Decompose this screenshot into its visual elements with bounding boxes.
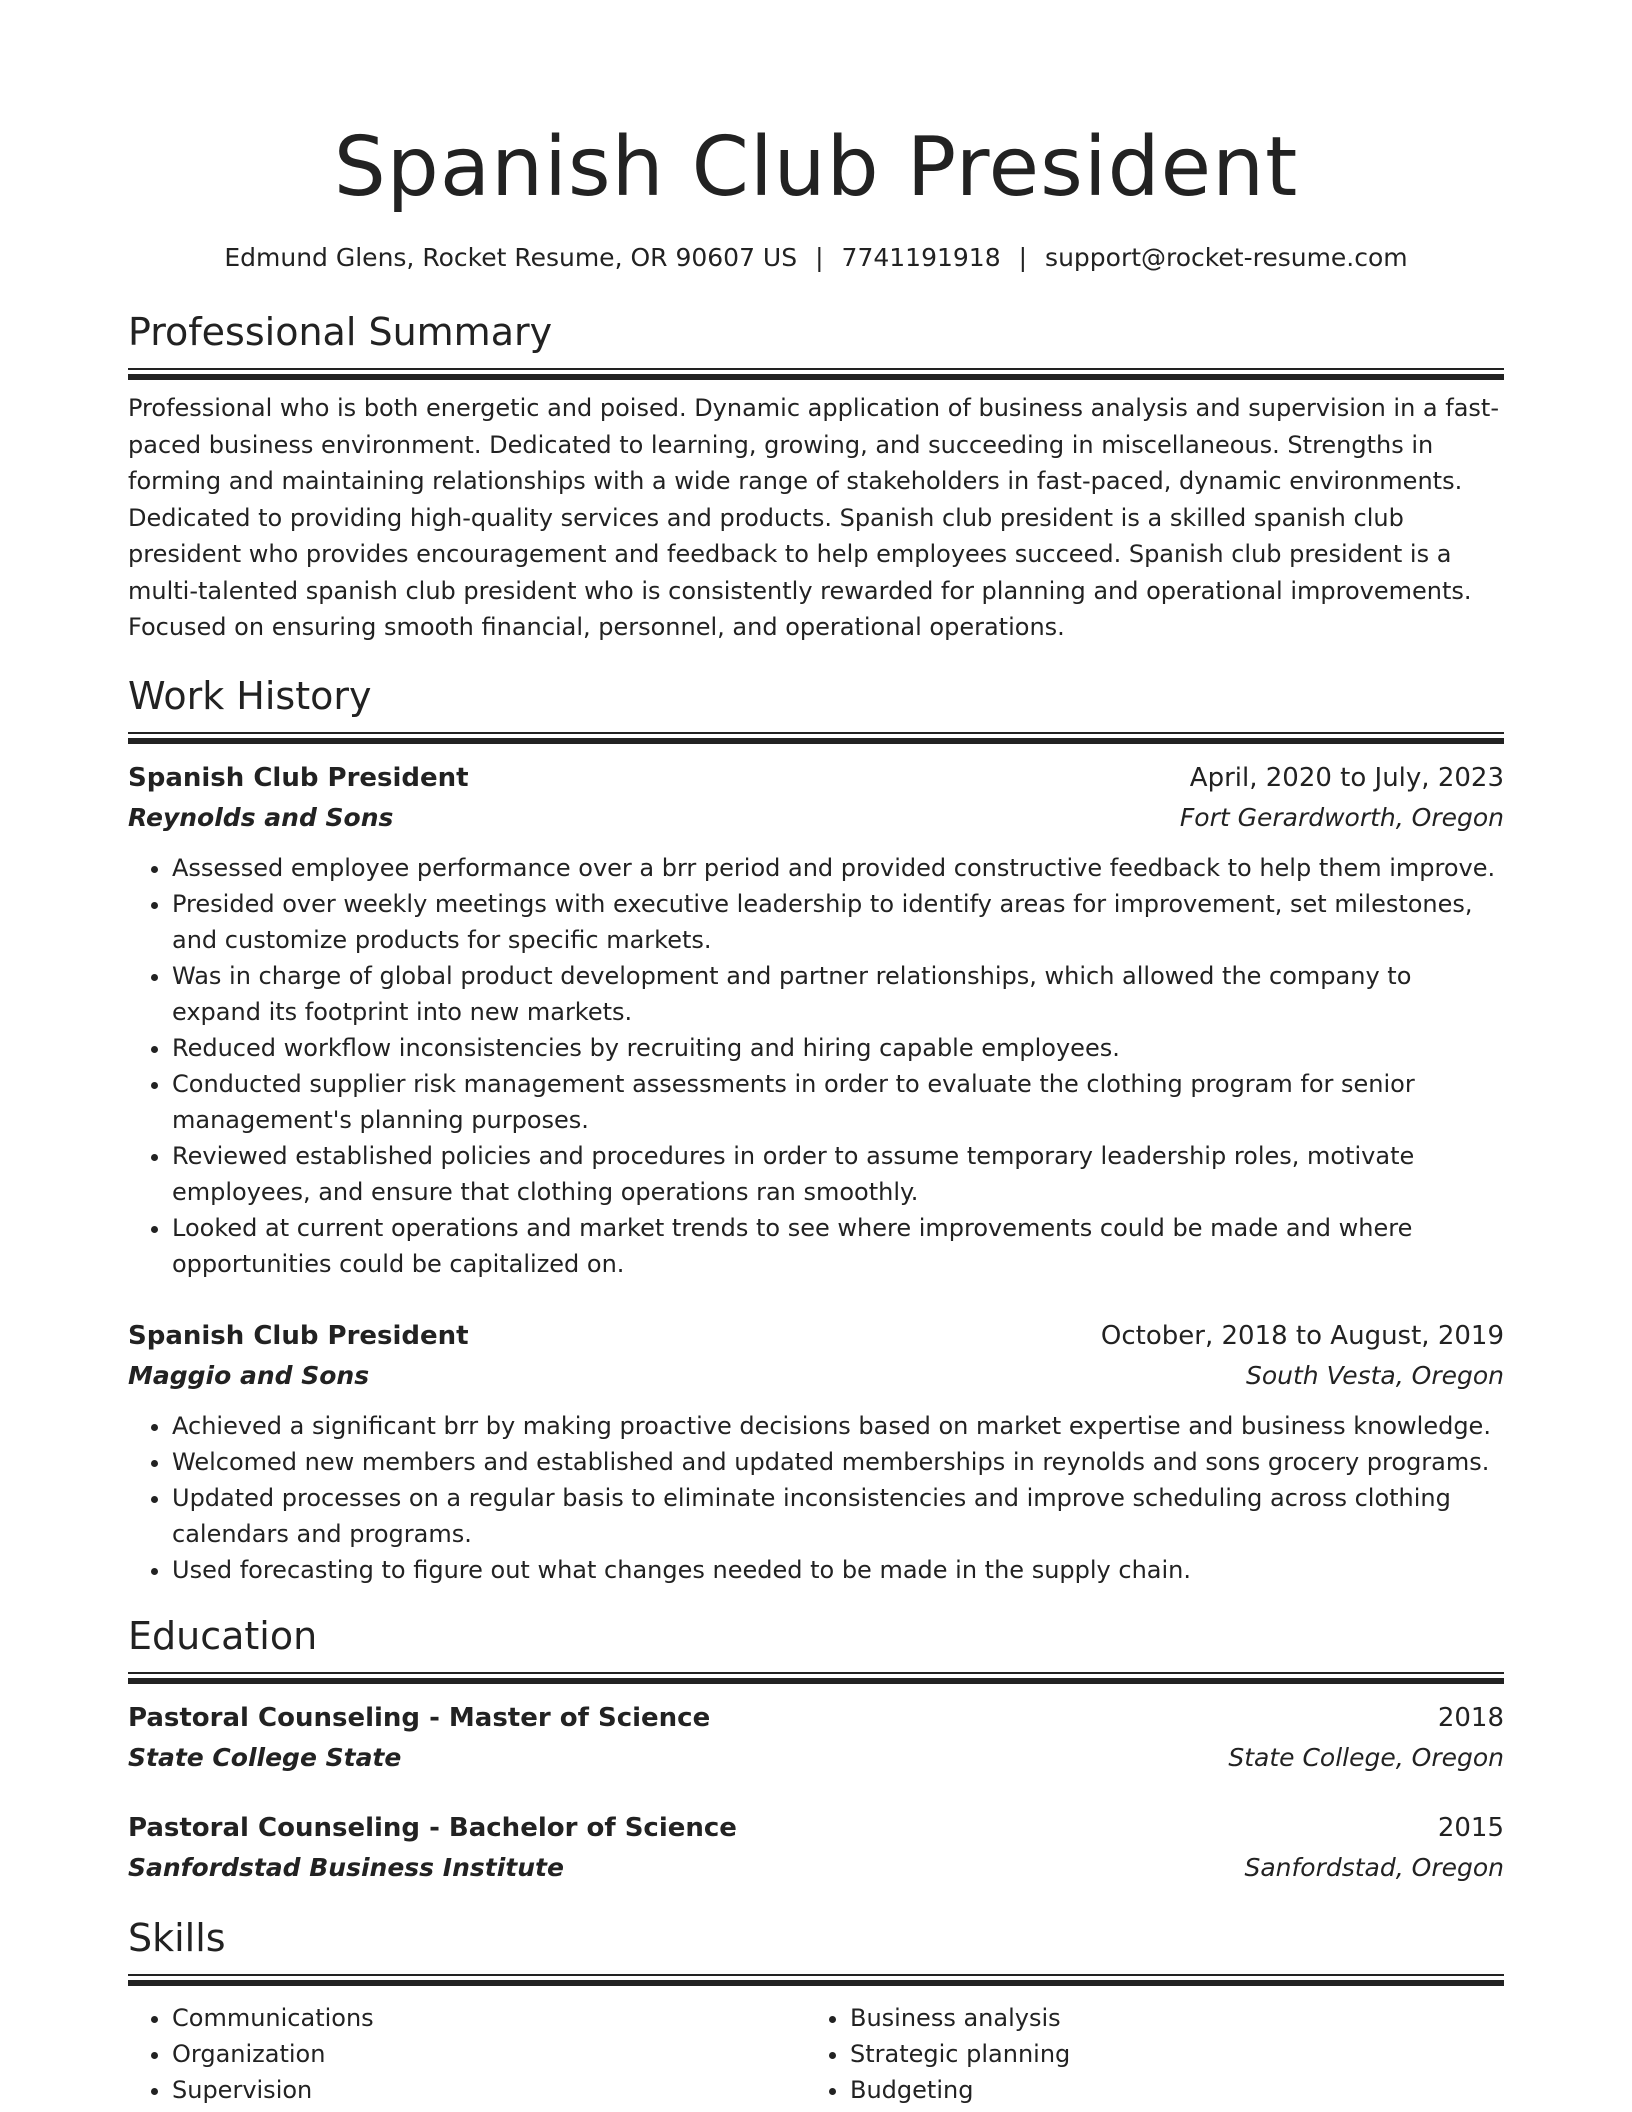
education-entry — [128, 1698, 1504, 1778]
list-item: • Updated processes on a regular basis to eliminate inconsistencies and improve scheduling across clothing calendars and programs. — [172, 1480, 1504, 1552]
graduation-year: 2018 — [1437, 1702, 1504, 1733]
school-name: State College State — [128, 1742, 402, 1772]
list-item: • Reviewed established policies and procedures in order to assume temporary leadership roles, motivate employees, and ensure that clothing operations ran smoothly. — [172, 1138, 1504, 1210]
job-location: South Vesta, Oregon — [1245, 1360, 1504, 1390]
school-location: State College, Oregon — [1228, 1742, 1504, 1772]
section-heading: Skills — [128, 1915, 226, 1960]
summary-section — [128, 308, 1504, 646]
contact-separator: | — [1018, 243, 1028, 272]
skill-item: • Organization — [172, 2036, 806, 2072]
job-entry — [128, 1316, 1504, 1588]
contact-email[interactable]: support@rocket-resume.com — [1045, 243, 1408, 272]
section-heading: Education — [128, 1613, 318, 1658]
job-company: Maggio and Sons — [128, 1360, 370, 1390]
job-bullets — [128, 1408, 1504, 1588]
job-title: Spanish Club President — [128, 762, 469, 793]
list-item: • Achieved a significant brr by making proactive decisions based on market expertise and business knowledge. — [172, 1408, 1504, 1444]
resume-page — [128, 0, 1504, 2108]
graduation-year: 2015 — [1437, 1812, 1504, 1843]
school-location: Sanfordstad, Oregon — [1244, 1852, 1504, 1882]
job-company: Reynolds and Sons — [128, 802, 394, 832]
education-section — [128, 1612, 1504, 1888]
list-item: • Conducted supplier risk management assessments in order to evaluate the clothing program for senior management's planning purposes. — [172, 1066, 1504, 1138]
list-item: • Looked at current operations and market trends to see where improvements could be made and where opportunities could be capitalized on. — [172, 1210, 1504, 1282]
resume-name: Spanish Club President — [333, 120, 1299, 215]
school-name: Sanfordstad Business Institute — [128, 1852, 564, 1882]
contact-line — [128, 242, 1504, 274]
contact-separator: | — [815, 243, 824, 272]
job-entry — [128, 758, 1504, 1282]
contact-address: Edmund Glens, Rocket Resume, OR 90607 US — [224, 243, 798, 272]
degree: Pastoral Counseling - Bachelor of Science — [128, 1812, 737, 1843]
work-section — [128, 672, 1504, 1588]
skills-grid — [128, 2000, 1504, 2108]
skill-item: • Strategic planning — [850, 2036, 1484, 2072]
skill-item: • Budgeting — [850, 2072, 1484, 2108]
section-divider — [128, 732, 1504, 744]
list-item: • Used forecasting to figure out what changes needed to be made in the supply chain. — [172, 1552, 1504, 1588]
section-divider — [128, 368, 1504, 380]
job-bullets — [128, 850, 1504, 1282]
job-dates: April, 2020 to July, 2023 — [1189, 762, 1504, 793]
list-item: • Was in charge of global product development and partner relationships, which allowed the company to expand its footprint into new markets. — [172, 958, 1504, 1030]
section-heading: Professional Summary — [128, 310, 553, 354]
list-item: • Assessed employee performance over a brr period and provided constructive feedback to help them improve. — [172, 850, 1504, 886]
skill-item: • Communications — [172, 2000, 806, 2036]
job-dates: October, 2018 to August, 2019 — [1100, 1320, 1504, 1351]
list-item: • Reduced workflow inconsistencies by recruiting and hiring capable employees. — [172, 1030, 1504, 1066]
list-item: • Welcomed new members and established and updated memberships in reynolds and sons grocery programs. — [172, 1444, 1504, 1480]
education-entry — [128, 1808, 1504, 1888]
section-heading: Work History — [128, 673, 372, 718]
skill-item: • Supervision — [172, 2072, 806, 2108]
summary-text: Professional who is both energetic and poised. Dynamic application of business analysis and supervision in a fast-paced business environment. Dedicated to learning, growing, and succeeding in miscellaneous. Strengths in forming and maintaining relationships with a wide range of stakeholders in fast-paced, dynamic environments. Dedicated to providing high-quality services and products. Spanish club president is a skilled spanish club president who provides encouragement and feedback to help employees succeed. Spanish club president is a multi-talented spanish club president who is consistently rewarded for planning and operational improvements. Focused on ensuring smooth financial, personnel, and operational operations. — [128, 394, 1499, 641]
skills-column-right — [806, 2000, 1484, 2108]
skills-column-left — [128, 2000, 806, 2108]
degree: Pastoral Counseling - Master of Science — [128, 1702, 711, 1733]
skills-section — [128, 1914, 1504, 2108]
job-location: Fort Gerardworth, Oregon — [1179, 802, 1504, 832]
job-title: Spanish Club President — [128, 1320, 469, 1351]
list-item: • Presided over weekly meetings with executive leadership to identify areas for improvement, set milestones, and customize products for specific markets. — [172, 886, 1504, 958]
section-divider — [128, 1974, 1504, 1986]
contact-phone: 7741191918 — [841, 243, 1001, 272]
section-divider — [128, 1672, 1504, 1684]
skill-item: • Business analysis — [850, 2000, 1484, 2036]
